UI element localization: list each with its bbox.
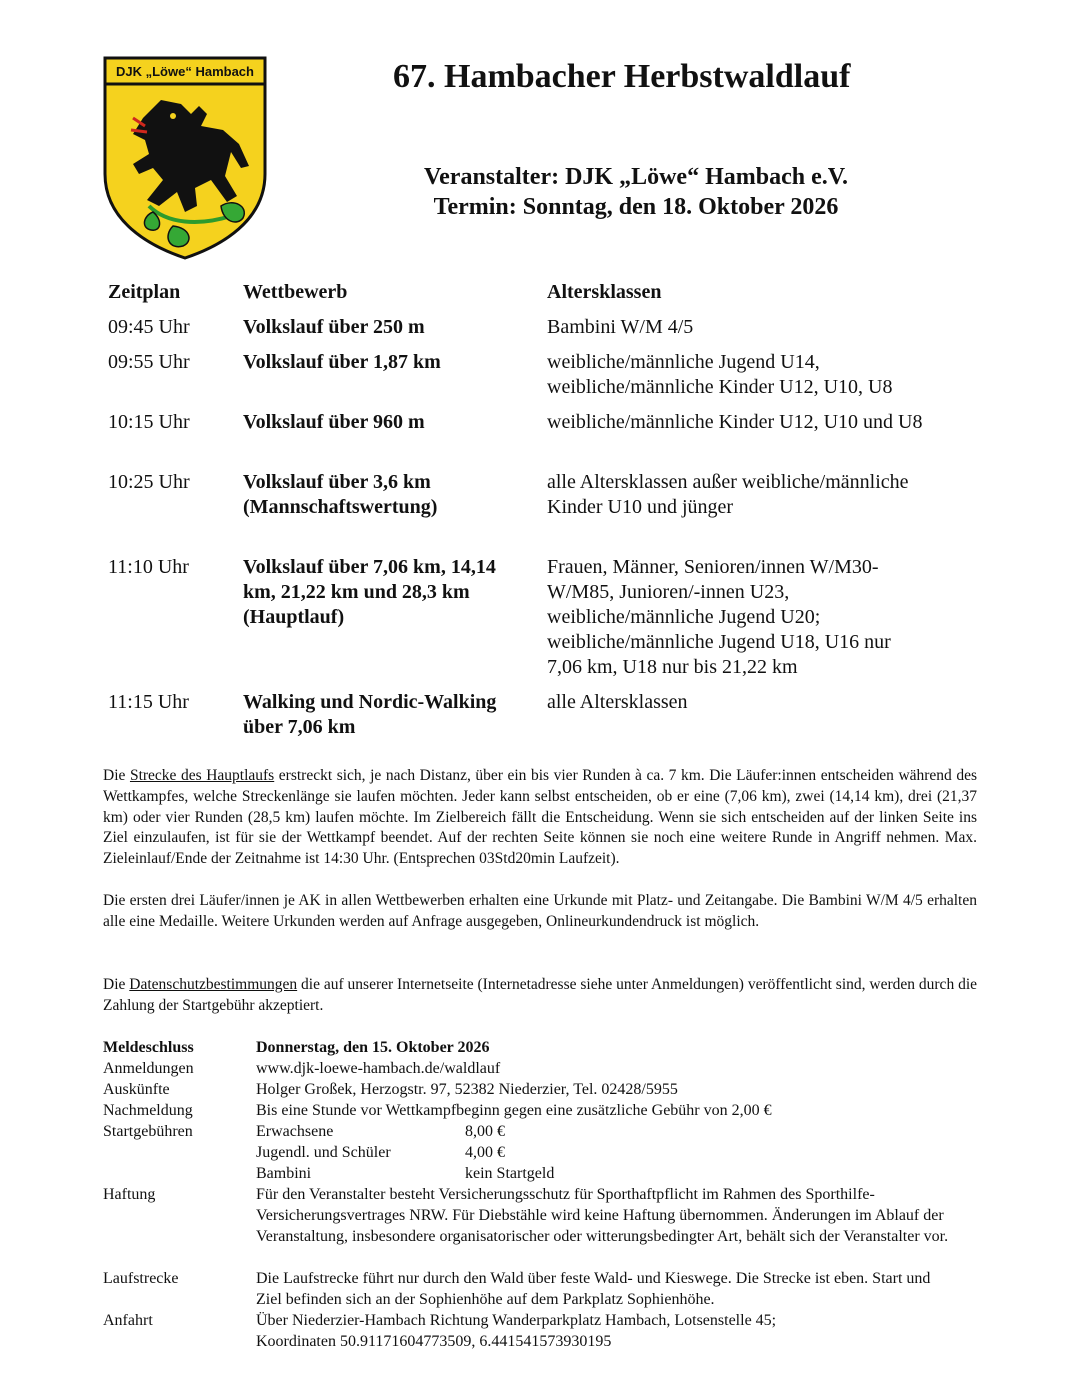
info-label: Startgebühren	[103, 1123, 193, 1140]
logo-text: DJK „Löwe“ Hambach	[116, 64, 254, 79]
organizer-line: Veranstalter: DJK „Löwe“ Hambach e.V.	[424, 164, 848, 190]
info-label: Auskünfte	[103, 1081, 170, 1098]
schedule-time: 11:10 Uhr	[108, 556, 189, 578]
privacy-link[interactable]: Datenschutzbestimmungen	[129, 976, 298, 993]
schedule-age: Bambini W/M 4/5	[547, 316, 694, 338]
text-span: die auf unserer Internetseite (Internetadresse siehe unter Anmeldungen) veröffentlicht sind, werden durch die Zahlung der Startgebühr akzeptiert.	[103, 976, 978, 1014]
text-span: Die	[103, 976, 126, 993]
schedule-age: weibliche/männliche Kinder U12, U10 und U8	[547, 411, 923, 433]
date-line: Termin: Sonntag, den 18. Oktober 2026	[433, 194, 839, 220]
schedule-time: 11:15 Uhr	[108, 691, 189, 713]
privacy-paragraph	[103, 975, 977, 1017]
fee-name: Erwachsene	[256, 1123, 334, 1140]
schedule-competition: Walking und Nordic-Walking über 7,06 km	[243, 691, 497, 738]
schedule-age: alle Altersklassen außer weibliche/männliche Kinder U10 und jünger	[547, 471, 909, 518]
info-label: Anmeldungen	[103, 1060, 194, 1077]
schedule-competition: Volkslauf über 960 m	[243, 411, 425, 433]
schedule-header-age: Altersklassen	[547, 281, 662, 303]
club-logo	[103, 56, 267, 260]
awards-paragraph: Die ersten drei Läufer/innen je AK in allen Wettbewerben erhalten eine Urkunde mit Platz- und Zeitangabe. Die Bambini W/M 4/5 erhalten alle eine Medaille. Weitere Urkunden werden auf Anfrage ausgegeben, Onlineurkundendruck ist möglich.	[103, 892, 977, 930]
info-value: Holger Großek, Herzogstr. 97, 52382 Niederzier, Tel. 02428/5955	[256, 1081, 678, 1098]
info-label: Laufstrecke	[103, 1270, 179, 1287]
info-value: Bis eine Stunde vor Wettkampfbeginn gegen eine zusätzliche Gebühr von 2,00 €	[256, 1102, 772, 1119]
schedule-age: weibliche/männliche Jugend U14, weibliche/männliche Kinder U12, U10, U8	[547, 351, 893, 398]
fee-amount: 8,00 €	[465, 1123, 505, 1140]
schedule-header-time: Zeitplan	[108, 281, 181, 303]
info-label: Anfahrt	[103, 1312, 153, 1329]
fee-name: Bambini	[256, 1165, 312, 1182]
schedule-age: alle Altersklassen	[547, 691, 688, 713]
info-label: Haftung	[103, 1186, 156, 1203]
text-span: erstreckt sich, je nach Distanz, über ein bis vier Runden à ca. 7 km. Die Läufer:innen entscheiden während des Wettkampfes, welche Streckenlänge sie laufen möchten. Jeder kann selbst entscheiden, ob er eine (7,06 km), zwei (14,14 km), drei (21,37 km) oder vier Runden (28,5 km) laufen möchte. Im Zielbereich fällt die Entscheidung. Wenn sie sich entscheiden auf der linken Seite ins Ziel einzulaufen, ist für sie der Wettkampf beendet. Auf der rechten Seite können sie noch eine weitere Runde in Angriff nehmen. Max. Zieleinlauf/Ende der Zeitnahme ist 14:30 Uhr. (Entsprechen 03Std20min Laufzeit).	[103, 767, 978, 868]
schedule-time: 10:15 Uhr	[108, 411, 190, 433]
schedule-competition: Volkslauf über 1,87 km	[243, 351, 441, 373]
fee-name: Jugendl. und Schüler	[256, 1144, 391, 1161]
fee-amount: kein Startgeld	[465, 1165, 555, 1182]
course-link[interactable]: Strecke des Hauptlaufs	[129, 767, 275, 784]
schedule-header-competition: Wettbewerb	[243, 281, 348, 303]
schedule-competition: Volkslauf über 3,6 km (Mannschaftswertung)	[243, 471, 438, 518]
schedule-age: Frauen, Männer, Senioren/innen W/M30-W/M85, Junioren/-innen U23, weibliche/männliche Jugend U20; weibliche/männliche Jugend U18, U16 nur 7,06 km, U18 nur bis 21,22 km	[547, 556, 891, 678]
text-span: Die	[103, 767, 126, 784]
info-value: Donnerstag, den 15. Oktober 2026	[256, 1039, 490, 1056]
course-paragraph	[103, 766, 977, 870]
info-value: Die Laufstrecke führt nur durch den Wald über feste Wald- und Kieswege. Die Strecke ist eben. Start und Ziel befinden sich an der Sophienhöhe auf dem Parkplatz Sophienhöhe.	[256, 1270, 931, 1308]
schedule-competition: Volkslauf über 7,06 km, 14,14 km, 21,22 km und 28,3 km (Hauptlauf)	[243, 556, 496, 628]
info-label: Nachmeldung	[103, 1102, 193, 1119]
schedule-time: 10:25 Uhr	[108, 471, 190, 493]
info-label: Meldeschluss	[103, 1039, 194, 1056]
info-value: Über Niederzier-Hambach Richtung Wanderparkplatz Hambach, Lotsenstelle 45; Koordinaten 50.91171604773509, 6.441541573930195	[256, 1312, 777, 1350]
schedule-competition: Volkslauf über 250 m	[243, 316, 425, 338]
schedule-time: 09:55 Uhr	[108, 351, 190, 373]
registration-link[interactable]: www.djk-loewe-hambach.de/waldlauf	[256, 1060, 501, 1077]
page-title: 67. Hambacher Herbstwaldlauf	[393, 58, 851, 95]
fee-amount: 4,00 €	[465, 1144, 505, 1161]
info-value: Für den Veranstalter besteht Versicherungsschutz für Sporthaftpflicht im Rahmen des Sporthilfe-Versicherungsvertrages NRW. Für Diebstähle wird keine Haftung übernommen. Änderungen im Ablauf der Veranstaltung, insbesondere organisatorischer oder witterungsbedingter Art, behält sich der Veranstalter vor.	[256, 1186, 949, 1245]
schedule-time: 09:45 Uhr	[108, 316, 190, 338]
